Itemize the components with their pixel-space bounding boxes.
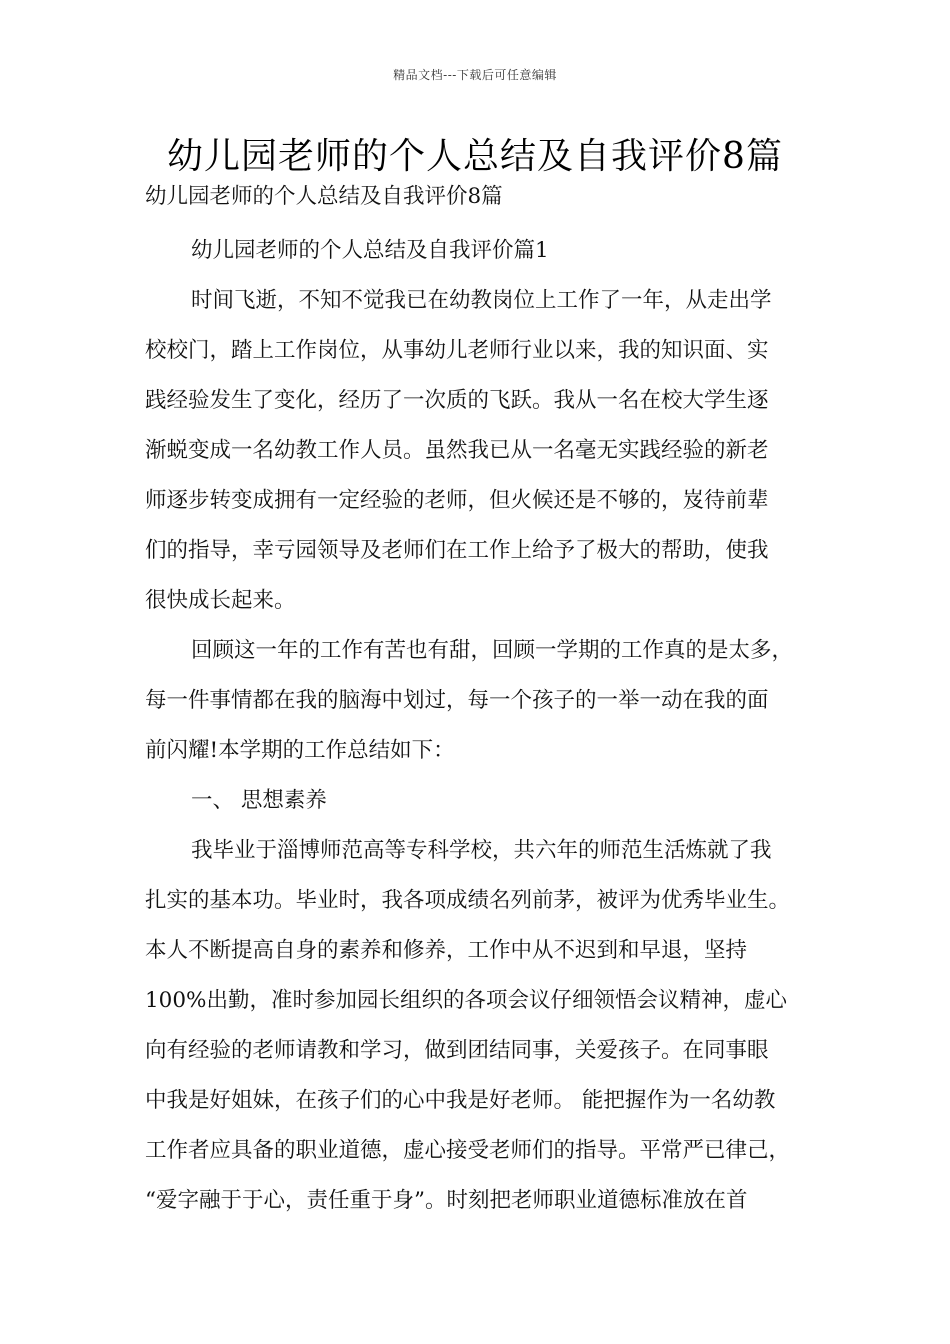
- paragraph-line: 100%出勤，准时参加园长组织的各项会议仔细领悟会议精神，虚心: [145, 988, 787, 1013]
- header-note: 精品文档---下载后可任意编辑: [393, 68, 557, 82]
- paragraph-line: 本人不断提高自身的素养和修养，工作中从不迟到和早退，坚持: [145, 938, 748, 963]
- paragraph-line: 每一件事情都在我的脑海中划过，每一个孩子的一举一动在我的面: [145, 688, 769, 713]
- paragraph-line: 校校门，踏上工作岗位，从事幼儿老师行业以来，我的知识面、实: [145, 338, 769, 363]
- paragraph-line: 践经验发生了变化，经历了一次质的飞跃。我从一名在校大学生逐: [145, 388, 769, 413]
- paragraph-line: 回顾这一年的工作有苦也有甜，回顾一学期的工作真的是太多，: [191, 638, 794, 663]
- paragraph-line: 中我是好姐妹，在孩子们的心中我是好老师。 能把握作为一名幼教: [145, 1088, 776, 1113]
- paragraph-line: 我毕业于淄博师范高等专科学校，共六年的师范生活炼就了我: [191, 838, 772, 863]
- document-title: 幼儿园老师的个人总结及自我评价8篇: [167, 136, 783, 177]
- paragraph-line: 渐蜕变成一名幼教工作人员。虽然我已从一名毫无实践经验的新老: [145, 438, 769, 463]
- section-heading: 幼儿园老师的个人总结及自我评价篇1: [191, 238, 549, 263]
- paragraph-line: 很快成长起来。: [145, 588, 296, 613]
- paragraph-line: “爱字融于于心，责任重于身”。时刻把老师职业道德标准放在首: [145, 1188, 748, 1213]
- paragraph-line: 时间飞逝，不知不觉我已在幼教岗位上工作了一年，从走出学: [191, 288, 772, 313]
- paragraph-line: 工作者应具备的职业道德，虚心接受老师们的指导。平常严已律己，: [145, 1138, 791, 1163]
- paragraph-line: 向有经验的老师请教和学习，做到团结同事，关爱孩子。在同事眼: [145, 1038, 769, 1063]
- section-heading: 一、 思想素养: [191, 788, 327, 813]
- paragraph-line: 扎实的基本功。毕业时，我各项成绩名列前茅，被评为优秀毕业生。: [145, 888, 791, 913]
- paragraph-line: 们的指导，幸亏园领导及老师们在工作上给予了极大的帮助，使我: [145, 538, 769, 563]
- paragraph-line: 师逐步转变成拥有一定经验的老师，但火候还是不够的，岌待前辈: [145, 488, 769, 513]
- paragraph-line: 前闪耀!本学期的工作总结如下：: [145, 738, 455, 763]
- subtitle-line: 幼儿园老师的个人总结及自我评价8篇: [145, 184, 503, 209]
